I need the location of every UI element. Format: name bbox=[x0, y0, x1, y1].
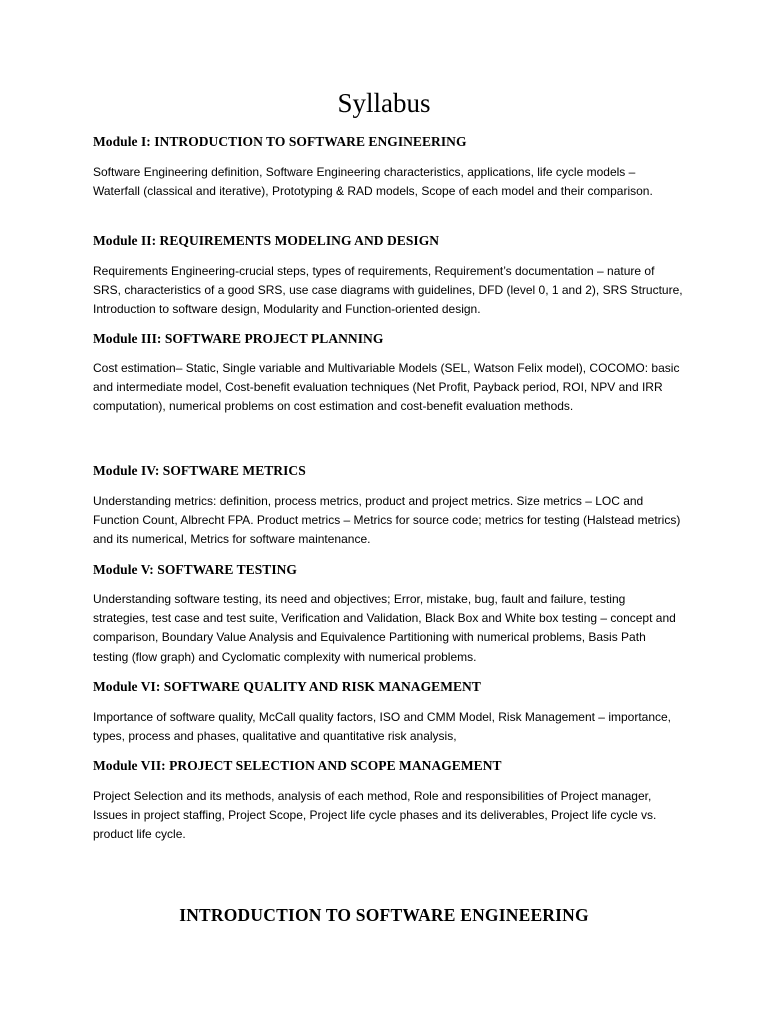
page-title: Syllabus bbox=[337, 88, 431, 118]
module-3-heading: Module III: SOFTWARE PROJECT PLANNING bbox=[93, 331, 384, 346]
module-3-body: Cost estimation– Static, Single variable and Multivariable Models (SEL, Watson Felix model), COCOMO: basic and intermediate model, Cost-benefit evaluation techniques (Net Profit, Payback period, ROI, NPV and IRR computation), numerical problems on cost estimation and cost-benefit evaluation methods. bbox=[93, 361, 680, 414]
module-7-body: Project Selection and its methods, analysis of each method, Role and responsibilities of Project manager, Issues in project staffing, Project Scope, Project life cycle phases and its deliverables, Project life cycle vs. product life cycle. bbox=[93, 789, 657, 842]
module-2-heading: Module II: REQUIREMENTS MODELING AND DESIGN bbox=[93, 233, 440, 248]
module-5-heading: Module V: SOFTWARE TESTING bbox=[93, 562, 297, 577]
section-heading: INTRODUCTION TO SOFTWARE ENGINEERING bbox=[179, 905, 589, 925]
module-4-heading: Module IV: SOFTWARE METRICS bbox=[93, 463, 306, 478]
module-1-heading: Module I: INTRODUCTION TO SOFTWARE ENGINEERING bbox=[93, 134, 467, 149]
module-4-body: Understanding metrics: definition, process metrics, product and project metrics. Size metrics – LOC and Function Count, Albrecht FPA. Product metrics – Metrics for source code; metrics for testing (Halstead metrics) and its numerical, Metrics for software maintenance. bbox=[93, 494, 681, 547]
module-7-heading: Module VII: PROJECT SELECTION AND SCOPE MANAGEMENT bbox=[93, 758, 502, 773]
module-6-heading: Module VI: SOFTWARE QUALITY AND RISK MANAGEMENT bbox=[93, 679, 481, 694]
module-6-body: Importance of software quality, McCall quality factors, ISO and CMM Model, Risk Management – importance, types, process and phases, qualitative and quantitative risk analysis, bbox=[93, 710, 672, 744]
module-1-body: Software Engineering definition, Software Engineering characteristics, applications, life cycle models – Waterfall (classical and iterative), Prototyping & RAD models, Scope of each model and their comparison. bbox=[93, 165, 653, 199]
module-2-body: Requirements Engineering-crucial steps, types of requirements, Requirement’s documentation – nature of SRS, characteristics of a good SRS, use case diagrams with guidelines, DFD (level 0, 1 and 2), SRS Structure, Introduction to software design, Modularity and Function-oriented design. bbox=[93, 264, 683, 317]
module-5-body: Understanding software testing, its need and objectives; Error, mistake, bug, fault and failure, testing strategies, test case and test suite, Verification and Validation, Black Box and White box testing – concept and comparison, Boundary Value Analysis and Equivalence Partitioning with numerical problems, Basis Path testing (flow graph) and Cyclomatic complexity with numerical problems. bbox=[93, 592, 676, 664]
